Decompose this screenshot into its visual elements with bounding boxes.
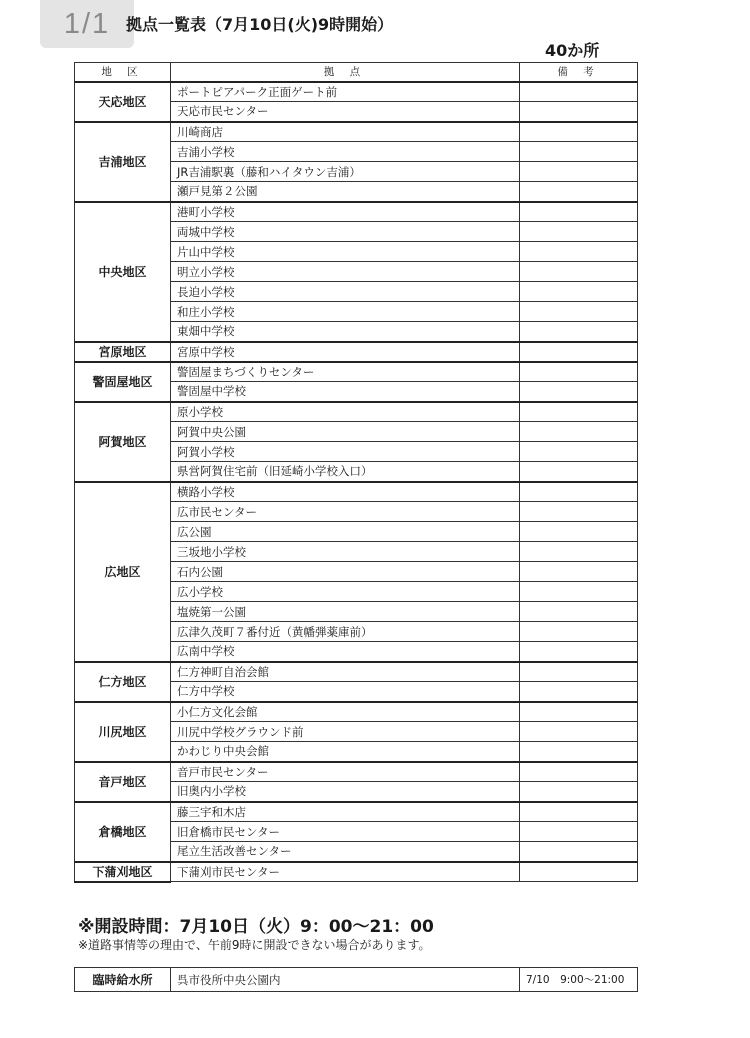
document-title: 拠点一覧表（7月10日(火)9時開始） [126,15,394,34]
remarks-cell [520,142,638,162]
site-cell: 仁方神町自治会館 [171,662,520,682]
site-cell: 石内公園 [171,562,520,582]
site-cell: 両城中学校 [171,222,520,242]
remarks-cell [520,222,638,242]
site-cell: ポートピアパーク正面ゲート前 [171,82,520,102]
site-cell: 広市民センター [171,502,520,522]
sites-table [74,62,638,883]
remarks-cell [520,662,638,682]
site-cell: 川崎商店 [171,122,520,142]
remarks-cell [520,642,638,662]
site-cell: 港町小学校 [171,202,520,222]
district-cell: 宮原地区 [75,342,171,362]
remarks-cell [520,762,638,782]
site-cell: 長迫小学校 [171,282,520,302]
site-cell: 旧倉橋市民センター [171,822,520,842]
district-cell: 仁方地区 [75,662,171,702]
water-supply-table [74,967,638,992]
site-cell: 藤三宇和木店 [171,802,520,822]
site-cell: 旧奥内小学校 [171,782,520,802]
remarks-cell [520,442,638,462]
site-cell: 仁方中学校 [171,682,520,702]
remarks-cell [520,102,638,122]
remarks-cell [520,542,638,562]
site-cell: 阿賀小学校 [171,442,520,462]
remarks-cell [520,242,638,262]
district-cell: 警固屋地区 [75,362,171,402]
district-cell: 下蒲刈地区 [75,862,171,882]
site-cell: 塩焼第一公園 [171,602,520,622]
site-cell: 阿賀中央公園 [171,422,520,442]
remarks-cell [520,122,638,142]
site-cell: 三坂地小学校 [171,542,520,562]
site-cell: 音戸市民センター [171,762,520,782]
district-cell: 倉橋地区 [75,802,171,862]
site-cell: 警固屋まちづくりセンター [171,362,520,382]
site-cell: 東畑中学校 [171,322,520,342]
site-cell: 警固屋中学校 [171,382,520,402]
site-cell: 吉浦小学校 [171,142,520,162]
remarks-cell [520,182,638,202]
district-cell: 吉浦地区 [75,122,171,202]
remarks-cell [520,202,638,222]
site-cell: 天応市民センター [171,102,520,122]
remarks-cell [520,82,638,102]
water-supply-label: 臨時給水所 [75,968,171,992]
table-row [75,82,638,102]
remarks-cell [520,462,638,482]
district-cell: 音戸地区 [75,762,171,802]
water-supply-place: 呉市役所中央公園内 [171,968,520,992]
site-cell: 原小学校 [171,402,520,422]
remarks-cell [520,302,638,322]
remarks-cell [520,842,638,862]
water-supply-time: 7/10 9:00〜21:00 [520,968,638,992]
table-row [75,362,638,382]
site-cell: 下蒲刈市民センター [171,862,520,882]
opening-hours: ※開設時間：7月10日（火）9：00〜21：00 [78,917,434,937]
remarks-cell [520,322,638,342]
remarks-cell [520,862,638,882]
remarks-cell [520,722,638,742]
site-cell: 片山中学校 [171,242,520,262]
header-remarks: 備 考 [520,63,638,82]
page-indicator: 1/1 [40,0,134,48]
remarks-cell [520,562,638,582]
remarks-cell [520,782,638,802]
water-supply-row [75,968,638,992]
table-row [75,402,638,422]
table-header-row [75,63,638,82]
table-row [75,862,638,882]
table-row [75,342,638,362]
remarks-cell [520,262,638,282]
table-row [75,702,638,722]
site-cell: 広南中学校 [171,642,520,662]
remarks-cell [520,702,638,722]
site-cell: 宮原中学校 [171,342,520,362]
site-cell: 横路小学校 [171,482,520,502]
site-cell: 小仁方文化会館 [171,702,520,722]
table-row [75,762,638,782]
remarks-cell [520,602,638,622]
remarks-cell [520,382,638,402]
remarks-cell [520,162,638,182]
site-count: 40か所 [545,41,600,60]
opening-notice: ※道路事情等の理由で、午前9時に開設できない場合があります。 [78,938,431,952]
remarks-cell [520,582,638,602]
district-cell: 中央地区 [75,202,171,342]
header-site: 拠 点 [171,63,520,82]
remarks-cell [520,422,638,442]
remarks-cell [520,622,638,642]
site-cell: 和庄小学校 [171,302,520,322]
district-cell: 川尻地区 [75,702,171,762]
remarks-cell [520,342,638,362]
remarks-cell [520,482,638,502]
remarks-cell [520,682,638,702]
table-row [75,482,638,502]
remarks-cell [520,362,638,382]
site-cell: 広小学校 [171,582,520,602]
table-row [75,802,638,822]
site-cell: JR吉浦駅裏（藤和ハイタウン吉浦） [171,162,520,182]
remarks-cell [520,742,638,762]
site-cell: 広公園 [171,522,520,542]
table-row [75,662,638,682]
site-cell: 明立小学校 [171,262,520,282]
table-row [75,122,638,142]
site-cell: 川尻中学校グラウンド前 [171,722,520,742]
district-cell: 広地区 [75,482,171,662]
header-district: 地 区 [75,63,171,82]
remarks-cell [520,522,638,542]
site-cell: 瀬戸見第２公園 [171,182,520,202]
remarks-cell [520,402,638,422]
remarks-cell [520,502,638,522]
site-cell: 県営阿賀住宅前（旧延崎小学校入口） [171,462,520,482]
site-cell: 広津久茂町７番付近（黄幡弾薬庫前） [171,622,520,642]
district-cell: 天応地区 [75,82,171,122]
district-cell: 阿賀地区 [75,402,171,482]
remarks-cell [520,282,638,302]
table-row [75,202,638,222]
remarks-cell [520,822,638,842]
remarks-cell [520,802,638,822]
site-cell: 尾立生活改善センター [171,842,520,862]
site-cell: かわじり中央会館 [171,742,520,762]
